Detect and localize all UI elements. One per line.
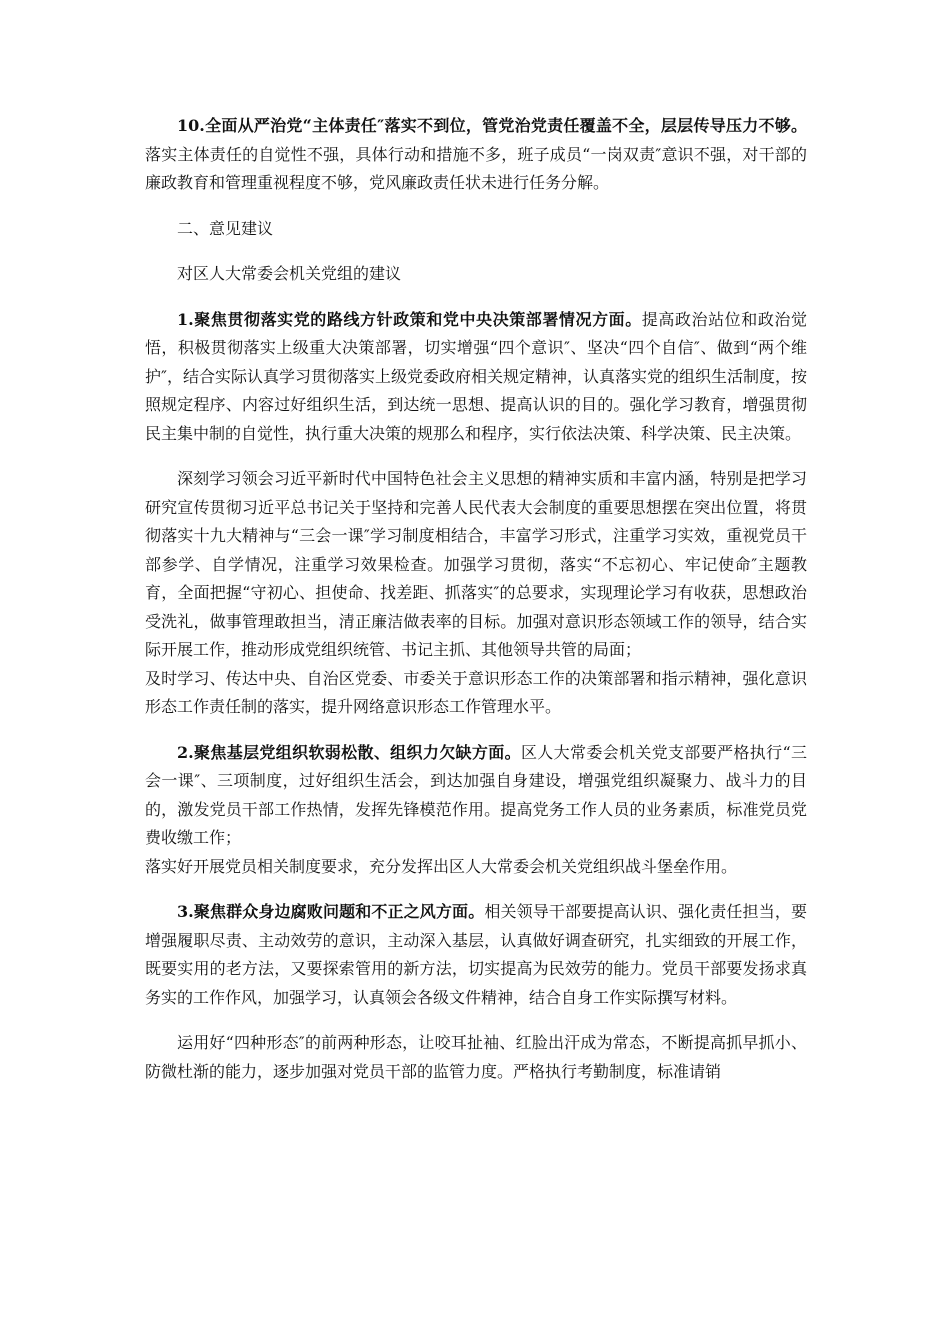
suggestion-1-detail: 深刻学习领会习近平新时代中国特色社会主义思想的精神实质和丰富内涵，特别是把学习研究宣传贯彻习近平总书记关于坚持和完善人民代表大会制度的重要思想摆在突出位置，将贯彻落实十九大精神与“三会一课″学习制度相结合，丰富学习形式，注重学习实效，重视党员干部参学、自学情况，注重学习效果检查。加强学习贯彻，落实“不忘初心、牢记使命″主题教育，全面把握“守初心、担使命、找差距、抓落实″的总要求，实现理论学习有收获，思想政治受洗礼，做事管理敢担当，清正廉洁做表率的目标。加强对意识形态领域工作的领导，结合实际开展工作，推动形成党组织统管、书记主抓、其他领导共管的局面； (145, 469, 807, 659)
paragraph-lead: 10.全面从严治党“主体责任″落实不到位，管党治党责任覆盖不全，层层传导压力不够。 (177, 116, 807, 135)
section-heading: 二、意见建议 (177, 218, 274, 238)
paragraph-lead: 3.聚焦群众身边腐败问题和不正之风方面。 (177, 902, 485, 921)
document-page (145, 112, 807, 1103)
paragraph-body: 区人大常委会机关党支部要严格执行“三会一课″、三项制度，过好组织生活会，到达加强自身建设，增强党组织凝聚力、战斗力的目的，激发党员干部工作热情，发挥先锋模范作用。提高党务工作人员的业务素质，标准党员党费收缴工作； (145, 742, 807, 847)
suggestion-3 (145, 898, 807, 1012)
paragraph-body: 提高政治站位和政治觉悟，积极贯彻落实上级重大决策部署，切实增强“四个意识″、坚决“四个自信″、做到“两个维护″，结合实际认真学习贯彻落实上级党委政府相关规定精神，认真落实党的组织生活制度，按照规定程序、内容过好组织生活，到达统一思想、提高认识的目的。强化学习教育，增强贯彻民主集中制的自觉性，执行重大决策的规那么和程序，实行依法决策、科学决策、民主决策。 (145, 309, 807, 443)
suggestion-2 (145, 739, 807, 853)
suggestion-1-continuation: 及时学习、传达中央、自治区党委、市委关于意识形态工作的决策部署和指示精神，强化意识形态工作责任制的落实，提升网络意识形态工作管理水平。 (145, 668, 807, 716)
suggestion-2-continuation: 落实好开展党员相关制度要求，充分发挥出区人大常委会机关党组织战斗堡垒作用。 (145, 856, 738, 876)
subsection-heading: 对区人大常委会机关党组的建议 (177, 264, 402, 283)
paragraph-lead: 2.聚焦基层党组织软弱松散、组织力欠缺方面。 (177, 742, 521, 762)
paragraph-body: 相关领导干部要提高认识、强化责任担当，要增强履职尽责、主动效劳的意识，主动深入基层，认真做好调查研究，扎实细致的开展工作，既要实用的老方法，又要探索管用的新方法，切实提高为民效劳的能力。党员干部要发扬求真务实的工作作风，加强学习，认真领会各级文件精神，结合自身工作实际撰写材料。 (145, 902, 807, 1007)
paragraph-lead: 1.聚焦贯彻落实党的路线方针政策和党中央决策部署情况方面。 (177, 309, 642, 329)
paragraph-item-10 (145, 112, 807, 198)
suggestion-3-detail: 运用好“四种形态″的前两种形态，让咬耳扯袖、红脸出汗成为常态，不断提高抓早抓小、防微杜渐的能力，逐步加强对党员干部的监管力度。严格执行考勤制度，标准请销 (145, 1033, 807, 1081)
suggestion-1 (145, 306, 807, 449)
paragraph-body: 落实主体责任的自觉性不强，具体行动和措施不多，班子成员“一岗双责″意识不强，对干部的廉政教育和管理重视程度不够，党风廉政责任状未进行任务分解。 (145, 144, 807, 192)
